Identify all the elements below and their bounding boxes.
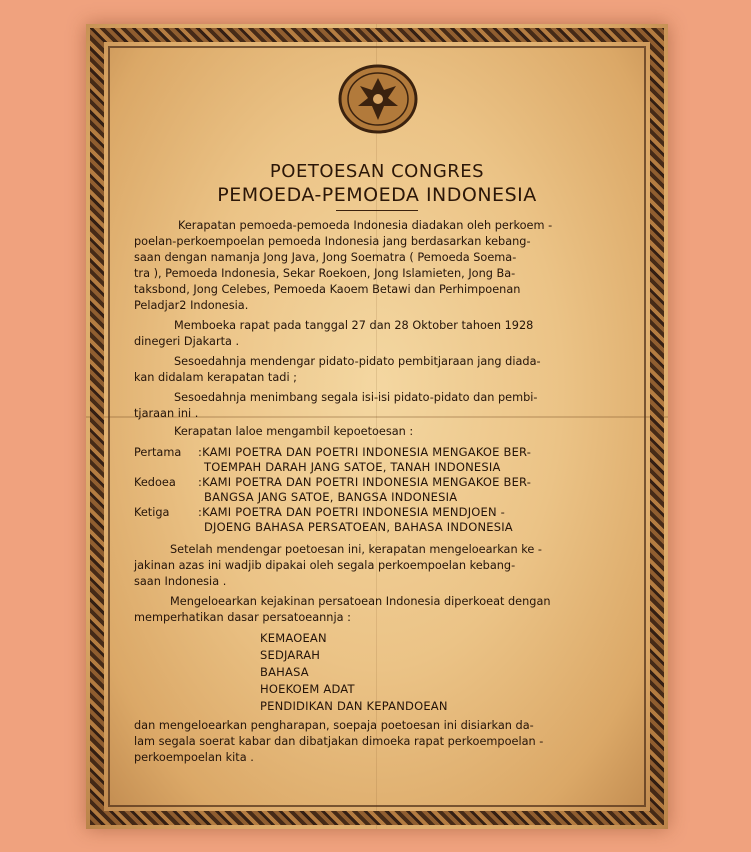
basis-item: HOEKOEM ADAT bbox=[260, 682, 355, 696]
para2-line-2: dinegeri Djakarta . bbox=[134, 335, 240, 348]
document-sheet bbox=[86, 24, 668, 829]
resolution-3-line-2: DJOENG BAHASA PERSATOEAN, BAHASA INDONESIA bbox=[204, 520, 513, 534]
para8-line-2: lam segala soerat kabar dan dibatjakan dimoeka rapat perkoempoelan - bbox=[134, 735, 544, 748]
para4-line-1: Sesoedahnja menimbang segala isi-isi pidato-pidato dan pembi- bbox=[174, 391, 538, 404]
para3-line-2: kan didalam kerapatan tadi ; bbox=[134, 371, 297, 384]
resolution-3-line-1: :KAMI POETRA DAN POETRI INDONESIA MENDJOEN - bbox=[198, 505, 506, 519]
resolution-2-line-1: :KAMI POETRA DAN POETRI INDONESIA MENGAKOE BER- bbox=[198, 475, 532, 489]
garuda-seal-icon bbox=[338, 64, 418, 134]
basis-item: KEMAOEAN bbox=[260, 631, 327, 645]
title-underline bbox=[336, 210, 418, 211]
basis-item: PENDIDIKAN DAN KEPANDOEAN bbox=[260, 699, 448, 713]
para1-line-3: saan dengan namanja Jong Java, Jong Soematra ( Pemoeda Soema- bbox=[134, 251, 517, 264]
para1-line-4: tra ), Pemoeda Indonesia, Sekar Roekoen, Jong Islamieten, Jong Ba- bbox=[134, 267, 516, 280]
para6-line-2: jakinan azas ini wadjib dipakai oleh segala perkoempoelan kebang- bbox=[134, 559, 516, 572]
para8-line-3: perkoempoelan kita . bbox=[134, 751, 254, 764]
para1-line-6: Peladjar2 Indonesia. bbox=[134, 299, 249, 312]
resolution-1-line-2: TOEMPAH DARAH JANG SATOE, TANAH INDONESIA bbox=[204, 460, 501, 474]
para4-line-2: tjaraan ini . bbox=[134, 407, 199, 420]
para3-line-1: Sesoedahnja mendengar pidato-pidato pembitjaraan jang diada- bbox=[174, 355, 541, 368]
para2-line-1: Memboeka rapat pada tanggal 27 dan 28 Oktober tahoen 1928 bbox=[174, 319, 534, 332]
para1-line-5: taksbond, Jong Celebes, Pemoeda Kaoem Betawi dan Perhimpoenan bbox=[134, 283, 521, 296]
basis-item: SEDJARAH bbox=[260, 648, 321, 662]
para1-line-1: Kerapatan pemoeda-pemoeda Indonesia diadakan oleh perkoem - bbox=[178, 219, 553, 232]
para5-line-1: Kerapatan laloe mengambil kepoetoesan : bbox=[174, 425, 414, 438]
resolution-1-label: Pertama bbox=[134, 446, 182, 459]
resolution-3-label: Ketiga bbox=[134, 506, 170, 519]
title-line-2: PEMOEDA-PEMOEDA INDONESIA bbox=[217, 184, 537, 206]
para7-line-2: memperhatikan dasar persatoeannja : bbox=[134, 611, 351, 624]
resolution-1-line-1: :KAMI POETRA DAN POETRI INDONESIA MENGAKOE BER- bbox=[198, 445, 532, 459]
para6-line-1: Setelah mendengar poetoesan ini, kerapatan mengeloearkan ke - bbox=[170, 543, 542, 556]
para1-line-2: poelan-perkoempoelan pemoeda Indonesia jang berdasarkan kebang- bbox=[134, 235, 531, 248]
resolution-2-line-2: BANGSA JANG SATOE, BANGSA INDONESIA bbox=[204, 490, 458, 504]
resolution-2-label: Kedoea bbox=[134, 476, 176, 489]
title-line-1: POETOESAN CONGRES bbox=[269, 161, 485, 182]
basis-item: BAHASA bbox=[260, 665, 309, 679]
para8-line-1: dan mengeloearkan pengharapan, soepaja poetoesan ini disiarkan da- bbox=[134, 719, 534, 732]
para6-line-3: saan Indonesia . bbox=[134, 575, 227, 588]
para7-line-1: Mengeloearkan kejakinan persatoean Indonesia diperkoeat dengan bbox=[170, 595, 551, 608]
